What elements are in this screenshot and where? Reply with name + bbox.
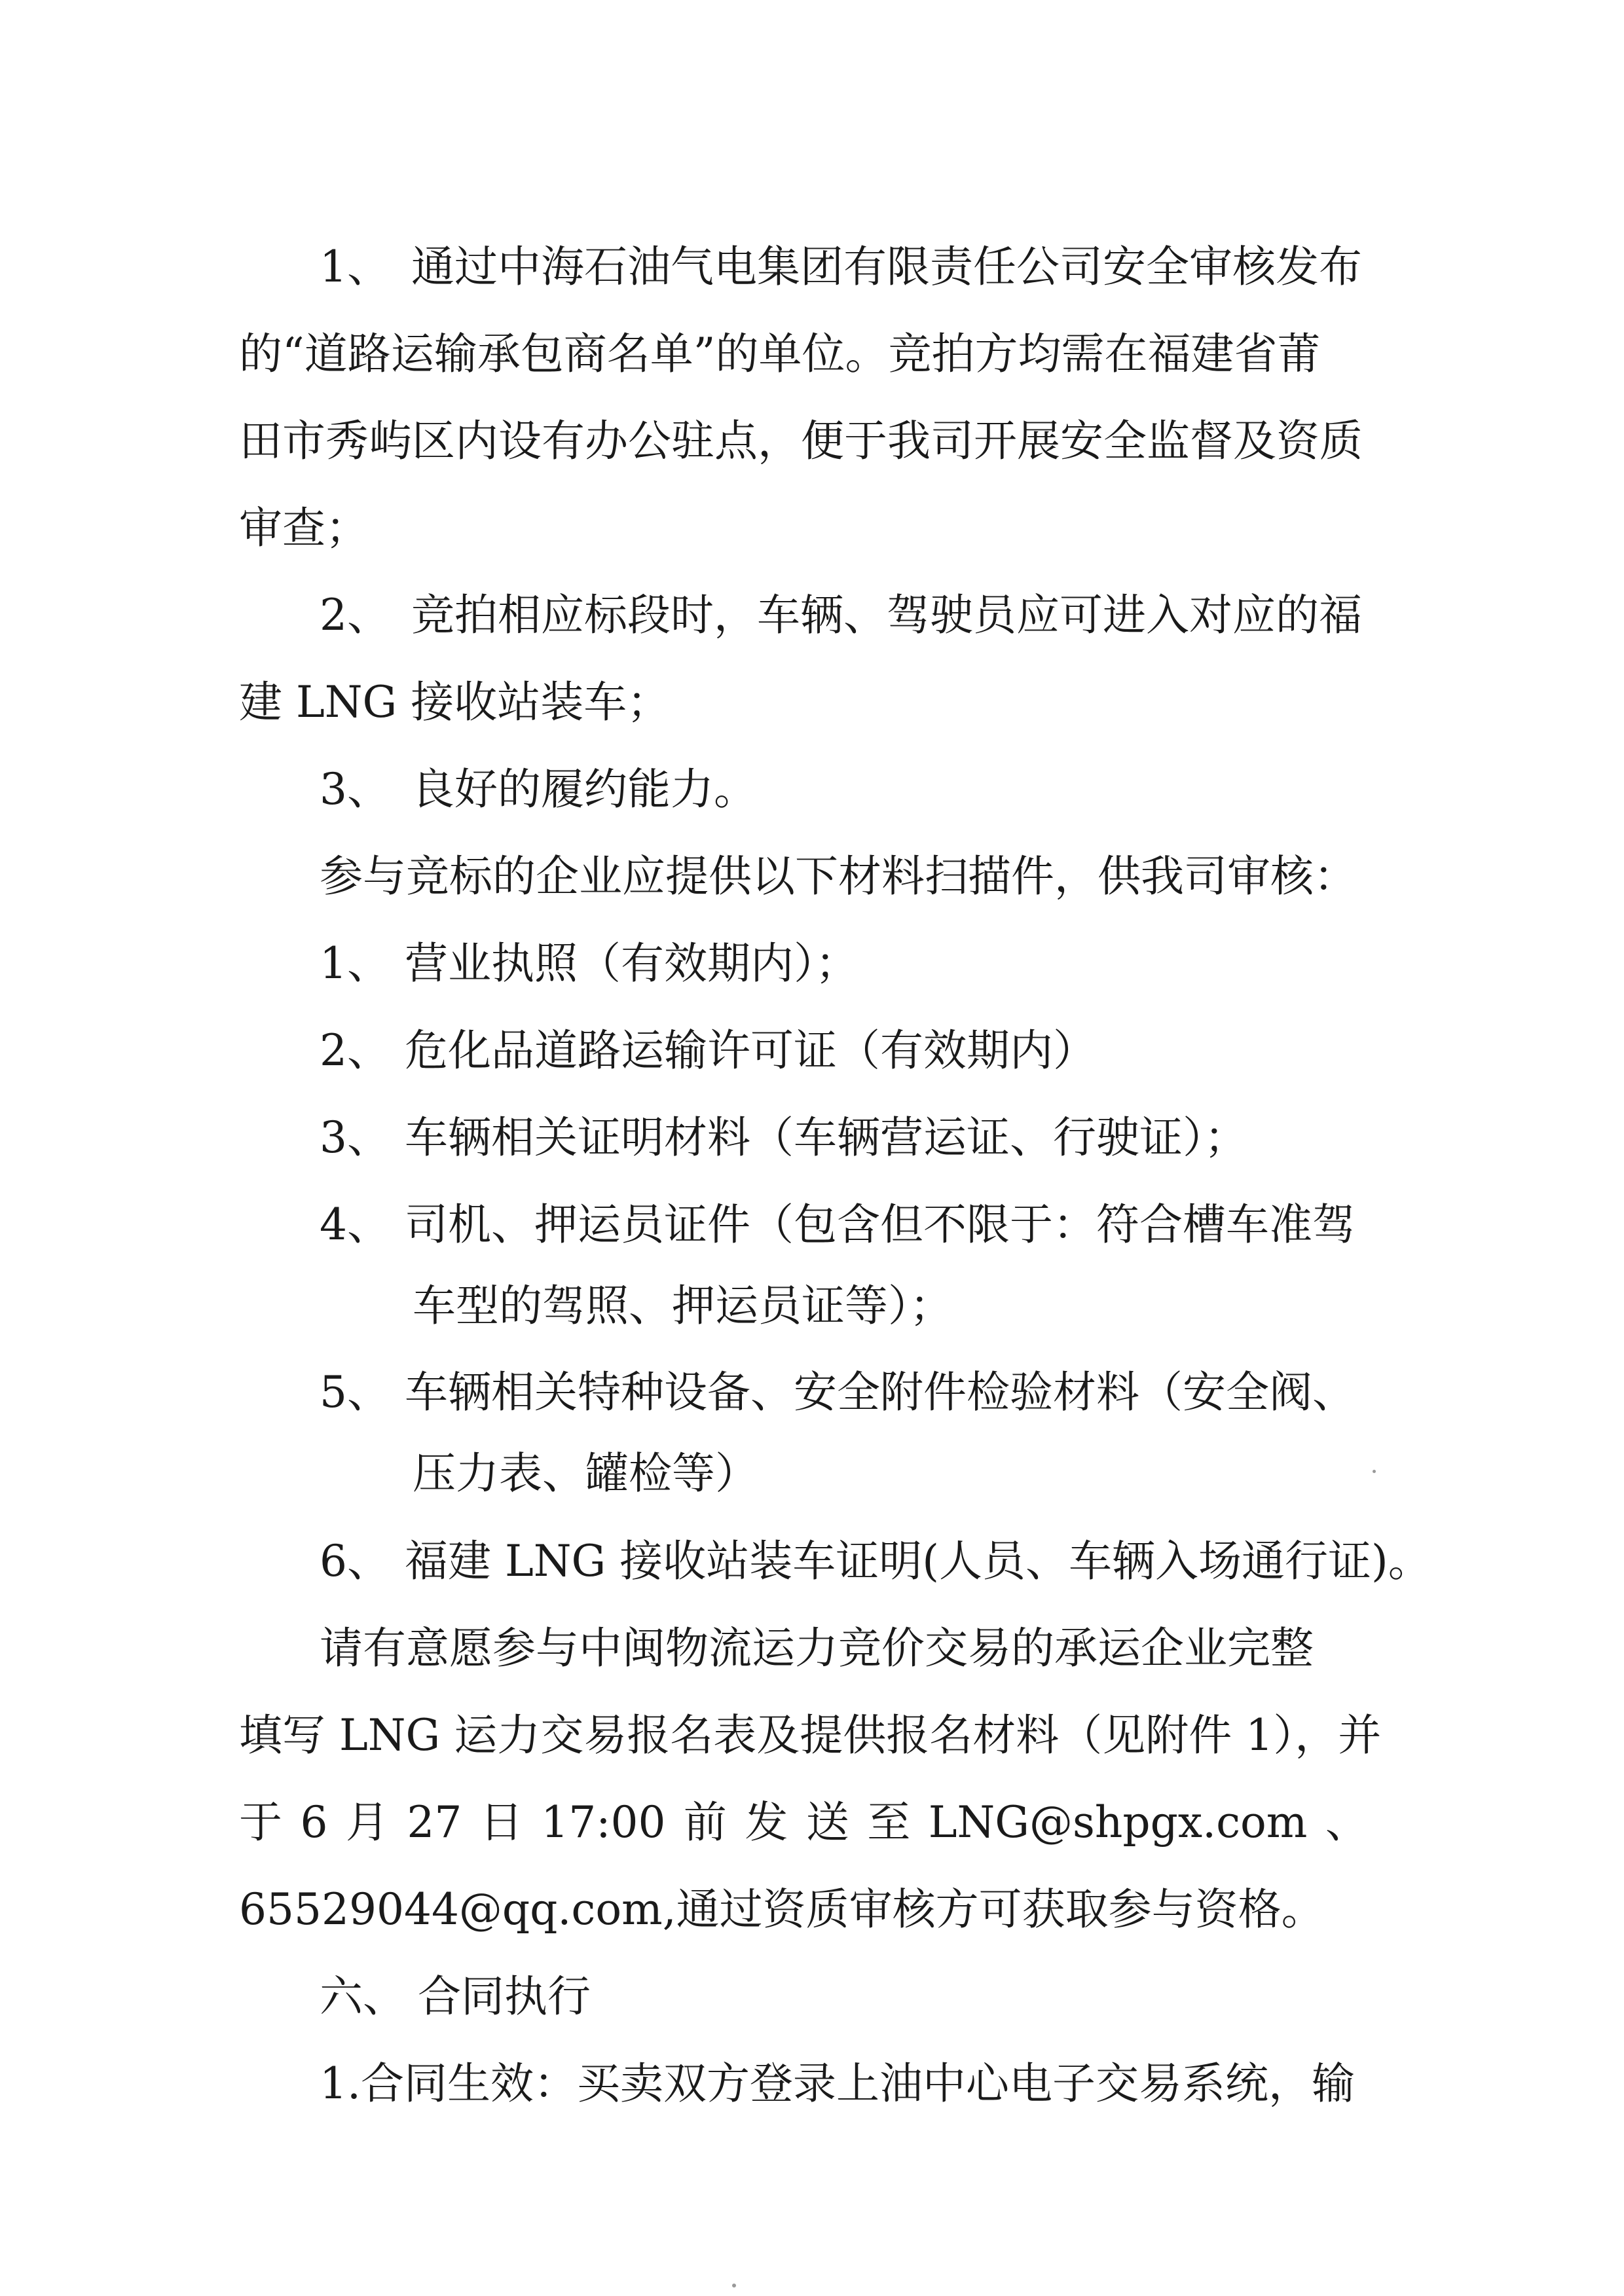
material-item-1 <box>320 938 858 989</box>
materials-intro: 参与竞标的企业应提供以下材料扫描件，供我司审核： <box>320 851 1357 902</box>
section-6-clause-1: 1.合同生效：买卖双方登录上油中心电子交易系统，输 <box>320 2058 1355 2109</box>
section-6-title: 合同执行 <box>418 1971 591 2022</box>
qual-item-1-line-1 <box>320 242 1362 292</box>
material-item-4-text-1: 司机、押运员证件（包含但不限于：符合槽车准驾 <box>405 1199 1356 1250</box>
qual-item-2-text-1: 竞拍相应标段时，车辆、驾驶员应可进入对应的福 <box>411 590 1362 640</box>
registration-email-1: LNG@shpgx.com <box>928 1797 1308 1848</box>
material-item-4-line-1 <box>320 1199 1356 1250</box>
material-item-6 <box>320 1536 1431 1586</box>
material-item-5-line-2: 压力表、罐检等） <box>413 1448 758 1499</box>
material-item-5-text-1: 车辆相关特种设备、安全附件检验材料（安全阀、 <box>405 1367 1356 1417</box>
registration-line-4: 65529044@qq.com,通过资质审核方可获取参与资格。 <box>239 1884 1325 1935</box>
material-item-4-number: 4、 <box>320 1199 390 1250</box>
qual-item-1-line-4: 审查； <box>239 503 369 553</box>
material-item-2 <box>320 1025 1096 1076</box>
material-item-6-number: 6、 <box>320 1536 390 1586</box>
registration-line-3-part: 前 <box>683 1797 727 1848</box>
qual-item-1-number: 1、 <box>320 242 390 292</box>
qual-item-2-line-2: 建 LNG 接收站装车； <box>239 677 671 727</box>
registration-line-3-part: 送 <box>805 1797 849 1848</box>
material-item-5-line-1 <box>320 1367 1356 1417</box>
registration-line-3-part: 日 <box>479 1797 523 1848</box>
registration-line-3-part: 至 <box>867 1797 911 1848</box>
qual-item-3 <box>320 764 757 814</box>
registration-line-3-part: 、 <box>1325 1797 1369 1848</box>
registration-line-2: 填写 LNG 运力交易报名表及提供报名材料（见附件 1），并 <box>239 1710 1382 1760</box>
section-6-number: 六、 <box>320 1971 406 2022</box>
registration-line-3-part: 17:00 <box>541 1797 666 1848</box>
registration-line-3 <box>239 1797 1369 1848</box>
qual-item-3-text: 良好的履约能力。 <box>411 764 757 814</box>
material-item-2-number: 2、 <box>320 1025 390 1076</box>
material-item-1-number: 1、 <box>320 938 390 989</box>
qual-item-1-line-3: 田市秀屿区内设有办公驻点，便于我司开展安全监督及资质 <box>239 416 1363 466</box>
material-item-5-number: 5、 <box>320 1367 390 1417</box>
registration-line-3-part: 发 <box>745 1797 788 1848</box>
material-item-3 <box>320 1112 1247 1163</box>
registration-line-3-part: 6 <box>300 1797 328 1848</box>
registration-line-3-part: 月 <box>345 1797 389 1848</box>
qual-item-3-number: 3、 <box>320 764 390 814</box>
material-item-3-number: 3、 <box>320 1112 390 1163</box>
material-item-4-line-2: 车型的驾照、押运员证等）； <box>413 1281 953 1331</box>
qual-item-2-line-1 <box>320 590 1362 640</box>
scan-speck <box>1373 1470 1376 1473</box>
material-item-3-text: 车辆相关证明材料（车辆营运证、行驶证）； <box>405 1112 1247 1163</box>
registration-line-3-part: 27 <box>407 1797 462 1848</box>
qual-item-1-line-2: 的“道路运输承包商名单”的单位。竞拍方均需在福建省莆 <box>239 329 1321 379</box>
registration-line-3-part: 于 <box>239 1797 282 1848</box>
qual-item-2-number: 2、 <box>320 590 390 640</box>
material-item-1-text: 营业执照（有效期内）； <box>405 938 858 989</box>
qual-item-1-text-1: 通过中海石油气电集团有限责任公司安全审核发布 <box>411 242 1362 292</box>
registration-line-1: 请有意愿参与中闽物流运力竞价交易的承运企业完整 <box>320 1623 1314 1673</box>
section-6-heading <box>320 1971 591 2022</box>
material-item-6-text: 福建 LNG 接收站装车证明(人员、车辆入场通行证)。 <box>405 1536 1431 1586</box>
material-item-2-text: 危化品道路运输许可证（有效期内） <box>405 1025 1096 1076</box>
scan-speck <box>732 2284 736 2287</box>
